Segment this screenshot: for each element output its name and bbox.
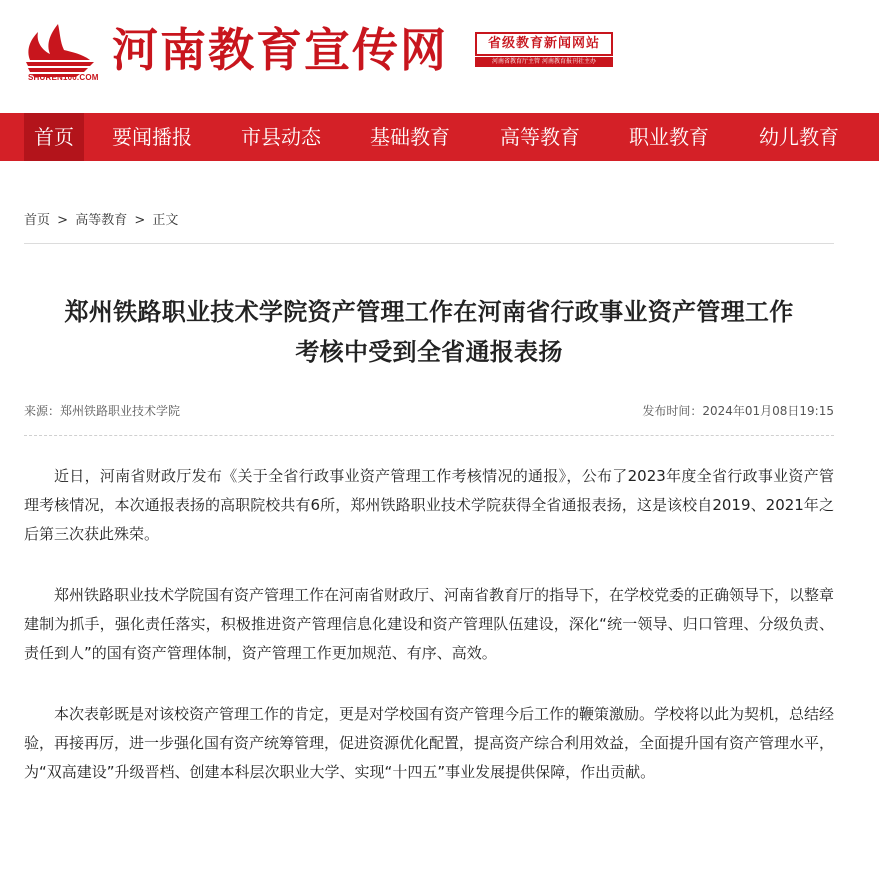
article-container — [24, 161, 834, 819]
article-publish-time: 发布时间：2024年01月08日19:15 — [642, 404, 834, 418]
article-body — [24, 462, 834, 787]
badge-main-text: 省级教育新闻网站 — [475, 32, 613, 56]
article-title-line-2: 考核中受到全省通报表扬 — [295, 338, 563, 366]
breadcrumb-section[interactable]: 高等教育 — [75, 213, 128, 228]
article-title — [24, 292, 834, 372]
site-logo[interactable] — [20, 18, 620, 88]
meta-divider — [24, 435, 834, 436]
article-paragraph: 本次表彰既是对该校资产管理工作的肯定，更是对学校国有资产管理今后工作的鞭策激励。学校将以此为契机，总结经验，再接再厉，进一步强化国有资产统筹管理，促进资源优化配置，提高资产综合利用效益，全面提升国有资产管理水平，为“双高建设”升级晋档、创建本科层次职业大学、实现“十四五”事业发展提供保障，作出贡献。 — [24, 705, 835, 781]
breadcrumb-home[interactable]: 首页 — [24, 213, 51, 228]
breadcrumb — [24, 209, 834, 227]
article-source: 来源：郑州铁路职业技术学院 — [24, 404, 181, 418]
nav-item-basic-education[interactable]: 基础教育 — [370, 125, 450, 149]
site-header — [0, 0, 879, 113]
article-title-line-1: 郑州铁路职业技术学院资产管理工作在河南省行政事业资产管理工作 — [64, 298, 794, 326]
site-badge — [475, 32, 613, 67]
breadcrumb-divider — [24, 243, 834, 244]
article-paragraph: 郑州铁路职业技术学院国有资产管理工作在河南省财政厅、河南省教育厅的指导下，在学校党委的正确领导下，以整章建制为抓手，强化责任落实，积极推进资产管理信息化建设和资产管理队伍建设，深化“统一领导、归口管理、分级负责、责任到人”的国有资产管理体制，资产管理工作更加规范、有序、高效。 — [24, 586, 835, 662]
nav-item-local[interactable]: 市县动态 — [241, 125, 321, 149]
nav-item-news[interactable]: 要闻播报 — [112, 125, 192, 149]
nav-item-preschool-education[interactable]: 幼儿教育 — [759, 125, 839, 149]
breadcrumb-current: 正文 — [152, 213, 179, 228]
main-nav — [0, 113, 879, 161]
badge-sub-text: 河南省教育厅主管 河南教育报刊社主办 — [475, 57, 613, 67]
breadcrumb-separator: > — [134, 213, 146, 228]
breadcrumb-separator: > — [57, 213, 69, 228]
site-title: 河南教育宣传网 — [112, 23, 448, 77]
article-paragraph: 近日，河南省财政厅发布《关于全省行政事业资产管理工作考核情况的通报》，公布了2023年度全省行政事业资产管理考核情况，本次通报表扬的高职院校共有6所，郑州铁路职业技术学院获得全省通报表扬，这是该校自2019、2021年之后第三次获此殊荣。 — [24, 467, 834, 543]
nav-item-home[interactable]: 首页 — [24, 113, 84, 161]
article-meta — [24, 402, 834, 419]
nav-item-higher-education[interactable]: 高等教育 — [500, 125, 580, 149]
nav-item-vocational-education[interactable]: 职业教育 — [629, 125, 709, 149]
logo-domain-text: SHUREN100.COM — [28, 73, 99, 82]
